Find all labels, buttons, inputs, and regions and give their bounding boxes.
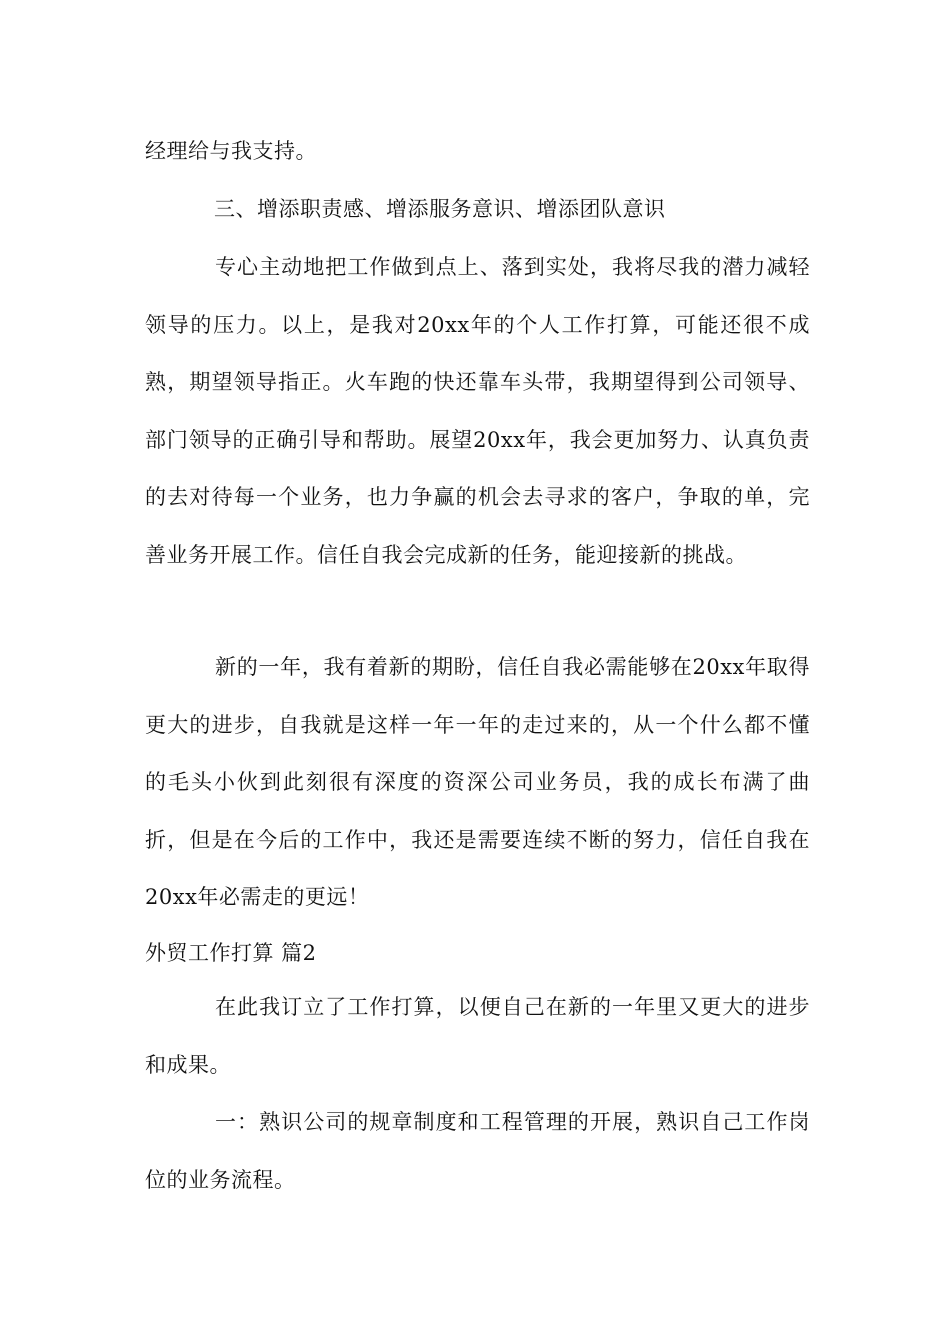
paragraph-point-one: 一：熟识公司的规章制度和工程管理的开展，熟识自己工作岗位的业务流程。 — [145, 1110, 810, 1192]
continuation-text: 经理给与我支持。 — [145, 139, 317, 163]
section-three-heading: 三、增添职责感、增添服务意识、增添团队意识 — [214, 197, 666, 221]
paragraph-new-year: 新的一年，我有着新的期盼，信任自我必需能够在20xx年取得更大的进步，自我就是这样一年一年的走过来的，从一个什么都不懂的毛头小伙到此刻很有深度的资深公司业务员，我的成长布满了曲折，但是在今后的工作中，我还是需要连续不断的努力，信任自我在20xx年必需走的更远！ — [145, 655, 810, 909]
article-two-title: 外贸工作打算 篇2 — [145, 941, 317, 965]
paragraph-focus: 专心主动地把工作做到点上、落到实处，我将尽我的潜力减轻领导的压力。以上，是我对20xx年的个人工作打算，可能还很不成熟，期望领导指正。火车跑的快还靠车头带，我期望得到公司领导、部门领导的正确引导和帮助。展望20xx年，我会更加努力、认真负责的去对待每一个业务，也力争赢的机会去寻求的客户，争取的单，完善业务开展工作。信任自我会完成新的任务，能迎接新的挑战。 — [145, 255, 810, 567]
paragraph-plan-intro: 在此我订立了工作打算，以便自己在新的一年里又更大的进步和成果。 — [145, 995, 810, 1077]
